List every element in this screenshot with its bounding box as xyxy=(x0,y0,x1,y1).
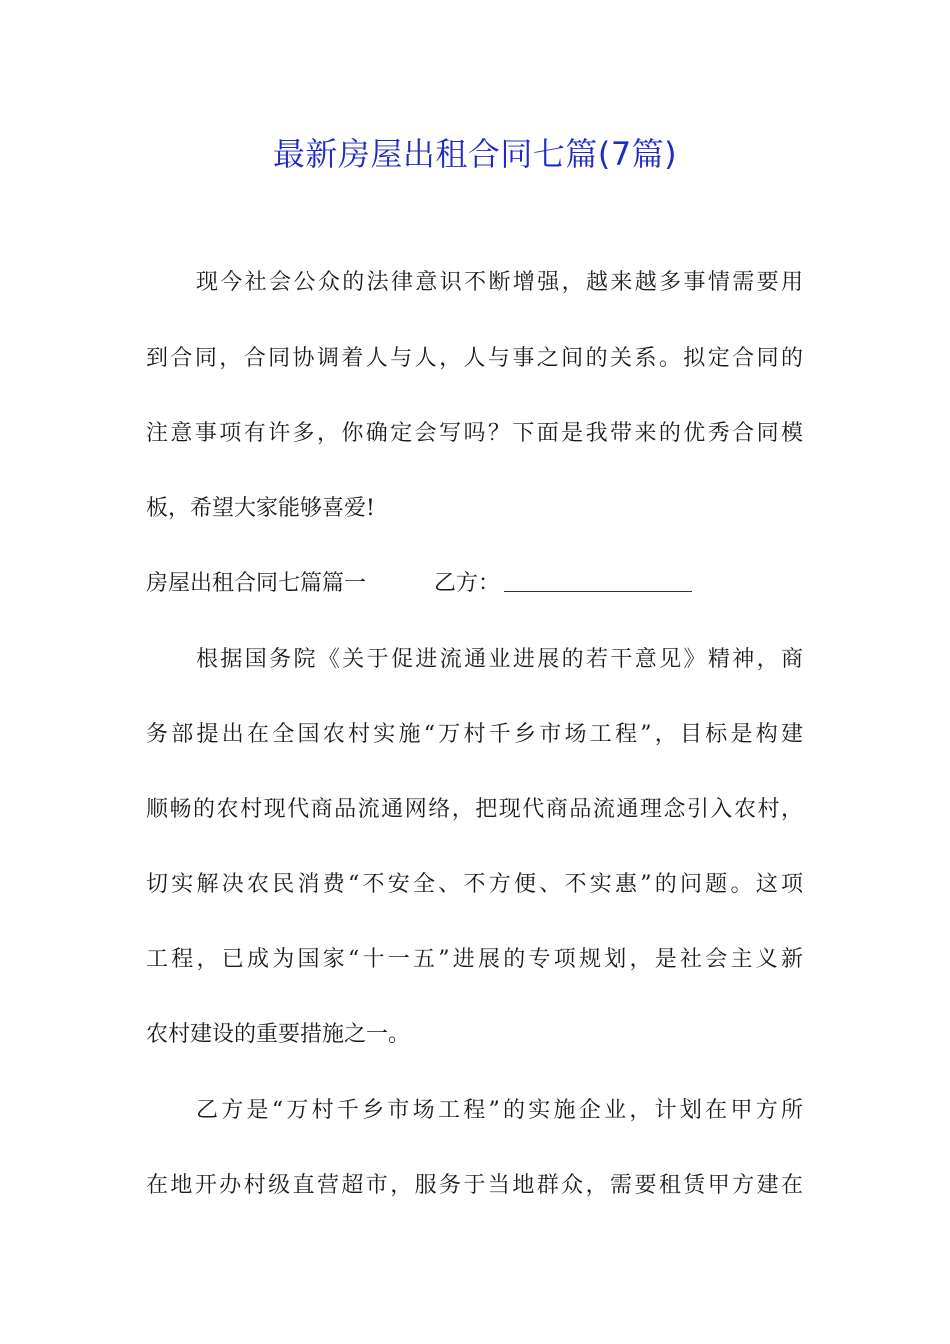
party-b-field xyxy=(434,564,692,604)
paragraph-line: 乙方是“万村千乡市场工程”的实施企业，计划在甲方所 xyxy=(196,1098,803,1123)
intro-line: 板，希望大家能够喜爱! xyxy=(146,496,375,521)
paragraph-line: 根据国务院《关于促进流通业进展的若干意见》精神，商 xyxy=(196,647,803,672)
paragraph-line: 务部提出在全国农村实施“万村千乡市场工程”，目标是构建 xyxy=(146,722,803,747)
intro-line: 注意事项有许多，你确定会写吗？下面是我带来的优秀合同模 xyxy=(146,421,803,446)
party-b-blank xyxy=(504,565,692,592)
paragraph-line: 切实解决农民消费“不安全、不方便、不实惠”的问题。这项 xyxy=(146,872,803,897)
paragraph-line: 农村建设的重要措施之一。 xyxy=(146,1022,411,1047)
intro-line: 现今社会公众的法律意识不断增强，越来越多事情需要用 xyxy=(196,270,803,295)
party-b-label: 乙方： xyxy=(434,571,501,596)
document-title: 最新房屋出租合同七篇(7篇) xyxy=(272,135,678,173)
paragraph-line: 工程，已成为国家“十一五”进展的专项规划，是社会主义新 xyxy=(146,947,803,972)
intro-line: 到合同，合同协调着人与人，人与事之间的关系。拟定合同的 xyxy=(146,346,803,371)
paragraph-line: 在地开办村级直营超市，服务于当地群众，需要租赁甲方建在 xyxy=(146,1173,803,1198)
paragraph-line: 顺畅的农村现代商品流通网络，把现代商品流通理念引入农村， xyxy=(146,797,803,822)
section-heading: 房屋出租合同七篇篇一 xyxy=(146,571,367,596)
